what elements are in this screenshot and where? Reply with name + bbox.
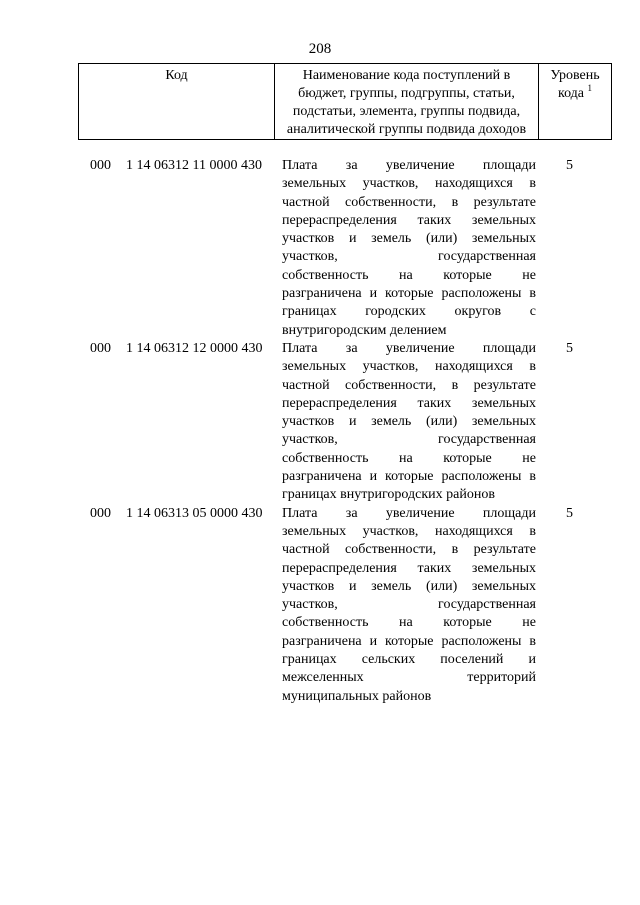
header-name-cell <box>275 64 539 140</box>
name-line: участков и земель (или) земельных <box>282 578 536 594</box>
name-line: Плата за увеличение площади <box>282 505 536 521</box>
table-row <box>0 505 640 706</box>
header-level-cell <box>539 64 612 140</box>
admin-code: 000 <box>90 505 111 521</box>
name-line: участков и земель (или) земельных <box>282 231 536 247</box>
name-line: частной собственности, в результате <box>282 194 536 210</box>
name-line: собственность на которые не <box>282 450 536 466</box>
name-line: границах городских округов с <box>282 304 536 320</box>
name-line: внутригородским делением <box>282 322 447 338</box>
name-line: земельных участков, находящихся в <box>282 523 536 539</box>
entries-list <box>0 157 640 706</box>
admin-code: 000 <box>90 340 111 356</box>
table-row <box>0 157 640 340</box>
name-line: участков, государственная <box>282 597 536 613</box>
code-level: 5 <box>566 340 573 356</box>
page-number: 208 <box>308 41 332 57</box>
code-level: 5 <box>566 158 573 173</box>
income-code: 1 14 06313 05 0000 430 <box>126 505 263 521</box>
name-line: перераспределения таких земельных <box>282 560 536 576</box>
name-line: границах сельских поселений и <box>282 652 536 668</box>
name-line: участков, государственная <box>282 249 536 265</box>
income-name <box>282 340 536 505</box>
name-line: Плата за увеличение площади <box>282 158 536 173</box>
name-line: собственность на которые не <box>282 615 536 631</box>
name-line: перераспределения таких земельных <box>282 212 536 228</box>
header-name-line: подстатьи, элемента, группы подвида, <box>292 104 521 119</box>
table-row <box>0 340 640 505</box>
admin-code: 000 <box>90 158 111 173</box>
income-name <box>282 505 536 706</box>
header-name-line: бюджет, группы, подгруппы, статьи, <box>298 86 515 101</box>
header-name-line: аналитической группы подвида доходов <box>286 122 527 137</box>
name-line: перераспределения таких земельных <box>282 395 536 411</box>
header-code-cell <box>79 64 275 140</box>
header-level-line: Уровень <box>550 68 600 83</box>
name-line: земельных участков, находящихся в <box>282 176 536 192</box>
name-line: участков и земель (или) земельных <box>282 414 536 430</box>
header-level-kod: кода <box>557 86 585 101</box>
header-code-label: Код <box>165 68 188 83</box>
name-line: частной собственности, в результате <box>282 542 536 558</box>
name-line: собственность на которые не <box>282 267 536 283</box>
table-header <box>78 63 612 140</box>
name-line: Плата за увеличение площади <box>282 340 536 356</box>
name-line: разграничена и которые расположены в <box>282 469 536 485</box>
income-code: 1 14 06312 11 0000 430 <box>126 158 262 173</box>
income-name <box>282 157 536 340</box>
name-line: разграничена и которые расположены в <box>282 633 536 649</box>
name-line: межселенных территорий <box>282 670 536 686</box>
name-line: разграничена и которые расположены в <box>282 286 536 302</box>
code-level: 5 <box>566 505 573 521</box>
name-line: частной собственности, в результате <box>282 377 536 393</box>
name-line: муниципальных районов <box>282 688 432 704</box>
name-line: границах внутригородских районов <box>282 487 495 503</box>
header-name-line: Наименование кода поступлений в <box>302 68 511 83</box>
name-line: земельных участков, находящихся в <box>282 359 536 375</box>
header-level-line <box>541 85 609 103</box>
name-line: участков, государственная <box>282 432 536 448</box>
income-code: 1 14 06312 12 0000 430 <box>126 340 263 356</box>
footnote-marker: 1 <box>587 83 593 93</box>
